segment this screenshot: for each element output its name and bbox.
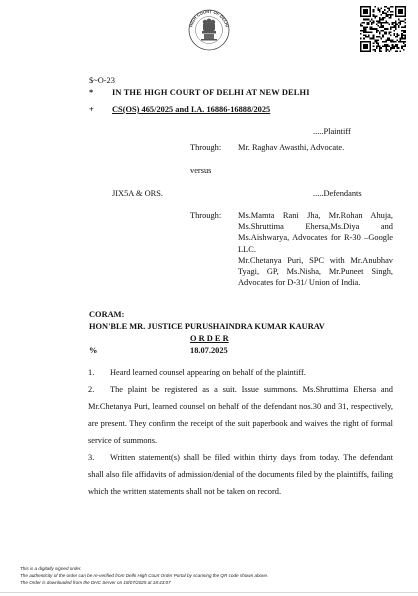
court-title: IN THE HIGH COURT OF DELHI AT NEW DELHI [112, 88, 310, 97]
item-number: $~O-23 [89, 76, 115, 85]
order-paragraph [88, 381, 393, 449]
footer-download-note: The Order is downloaded from the DHC Server on 18/07/2025 at 18:43:07 [20, 580, 171, 585]
order-heading: O R D E R [190, 334, 229, 343]
percent-mark: % [89, 346, 98, 355]
through-label: Through: [190, 211, 222, 220]
plaintiff-label: .....Plaintiff [313, 127, 351, 136]
paragraph-number: 3. [88, 453, 95, 462]
footer-verify-note: The authenticity of the order can be re-verified from Delhi High Court Order Portal by scanning the QR code shown above. [20, 573, 269, 578]
defendant-label: .....Defendants [313, 189, 362, 198]
paragraph-number: 1. [88, 368, 95, 377]
page-bottom-divider [0, 592, 418, 593]
defendant-counsel-2: Mr.Chetanya Puri, SPC with Mr.Anubhav Tyagi, GP, Ms.Nisha, Mr.Puneet Singh, Advocates for D-31/ Union of India. [238, 256, 393, 288]
case-number: CS(OS) 465/2025 and I.A. 16886-16888/2025 [112, 105, 271, 114]
emblem-text: HIGH COURT OF DELHI [188, 8, 230, 28]
order-date: 18.07.2025 [190, 346, 228, 355]
paragraph-number: 2. [88, 385, 95, 394]
defendant-name: JIX5A & ORS. [112, 189, 163, 198]
paragraph-text: Heard learned counsel appearing on behalf of the plaintiff. [110, 368, 306, 377]
paragraph-text: The plaint be registered as a suit. Issue summons. Ms.Shruttima Ehersa and Mr.Chetanya Puri, learned counsel on behalf of the defendant nos.30 and 31, respectively, are present. They confirm the receipt of the suit paperbook and waives the right of formal service of summons. [88, 385, 393, 445]
coram-label: CORAM: [89, 310, 125, 319]
order-paragraph [88, 449, 393, 500]
star-mark: * [89, 88, 94, 97]
court-emblem-icon [186, 6, 232, 52]
through-label: Through: [190, 143, 222, 152]
defendant-counsel-1: Ms.Mamta Rani Jha, Mr.Rohan Ahuja, Ms.Shruttima Ehersa,Ms.Diya and Ms.Aishwarya, Advocates for R-30 –Google LLC. [238, 211, 393, 254]
plus-mark: + [89, 105, 94, 114]
plaintiff-counsel: Mr. Raghav Awasthi, Advocate. [238, 143, 345, 152]
footer-signed-note: This is a digitally signed order. [20, 566, 82, 571]
paragraph-text: Written statement(s) shall be filed within thirty days from today. The defendant shall also file affidavits of admission/denial of the documents filed by the plaintiffs, failing which the written statements shall not be taken on record. [88, 453, 393, 496]
versus-label: versus [190, 166, 212, 175]
order-paragraph [88, 364, 393, 381]
qr-code-icon [360, 6, 406, 52]
judge-name: HON'BLE MR. JUSTICE PURUSHAINDRA KUMAR KAURAV [89, 322, 325, 331]
